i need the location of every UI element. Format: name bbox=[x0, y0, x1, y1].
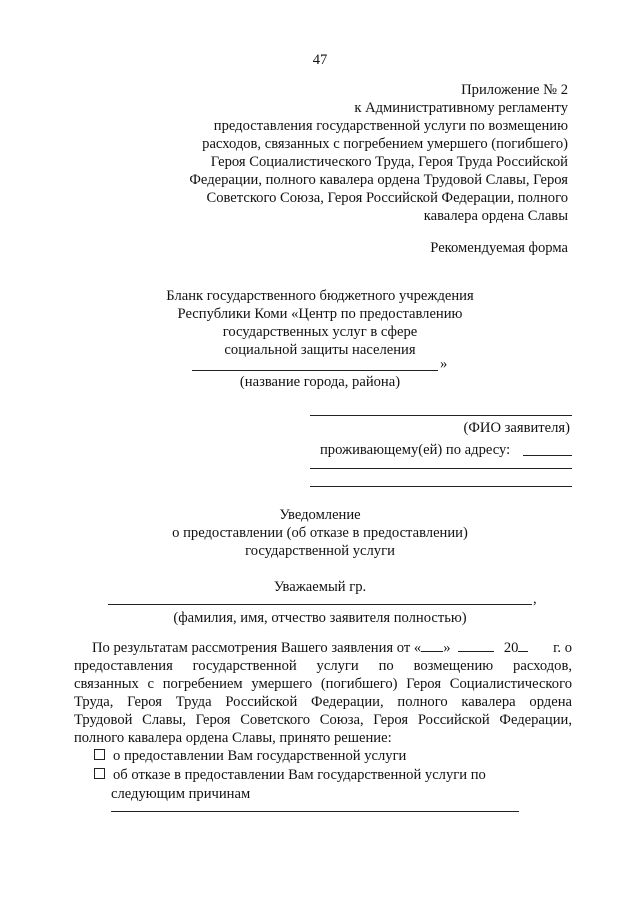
page-number: 47 bbox=[312, 52, 328, 68]
notice-subtitle: государственной услуги bbox=[245, 543, 395, 559]
greeting-comma: , bbox=[533, 591, 537, 607]
appendix-line: Героя Социалистического Труда, Героя Труда Российской bbox=[210, 154, 568, 170]
body-line: Труда, Героя Труда Российской Федерации, полного кавалера ордена bbox=[74, 694, 572, 710]
applicant-name-line bbox=[108, 604, 532, 605]
body-line: Трудовой Славы, Героя Советского Союза, Героя Российской Федерации, bbox=[74, 712, 572, 728]
address-blank-line bbox=[310, 468, 572, 469]
address-label: проживающему(ей) по адресу: bbox=[320, 442, 511, 458]
city-blank-line bbox=[192, 370, 438, 371]
body-line: полного кавалера ордена Славы, принято решение: bbox=[74, 730, 392, 746]
appendix-line: Советского Союза, Героя Российской Федерации, полного bbox=[206, 190, 568, 206]
year-blank bbox=[518, 639, 528, 652]
checkbox-refuse[interactable] bbox=[94, 768, 105, 779]
day-blank bbox=[421, 639, 443, 652]
appendix-title: Приложение № 2 bbox=[461, 82, 568, 98]
address-blank-line bbox=[310, 486, 572, 487]
institution-line: Республики Коми «Центр по предоставлению bbox=[177, 306, 463, 322]
address-blank-line bbox=[523, 455, 572, 456]
recommended-form-label: Рекомендуемая форма bbox=[430, 240, 568, 256]
city-caption: (название города, района) bbox=[239, 374, 401, 390]
option-grant: о предоставлении Вам государственной услуги bbox=[94, 747, 406, 765]
body-line: связанных с погребением умершего (погибшего) Героя Социалистического bbox=[74, 676, 572, 692]
institution-line: Бланк государственного бюджетного учреждения bbox=[166, 288, 474, 304]
reasons-label: следующим причинам bbox=[111, 786, 251, 802]
checkbox-grant[interactable] bbox=[94, 749, 105, 760]
body-line: предоставления государственной услуги по возмещению расходов, bbox=[74, 658, 572, 674]
fio-caption: (ФИО заявителя) bbox=[463, 420, 570, 436]
month-blank bbox=[458, 639, 494, 652]
appendix-line: кавалера ордена Славы bbox=[423, 208, 568, 224]
greeting-text: Уважаемый гр. bbox=[273, 579, 367, 595]
greeting-caption: (фамилия, имя, отчество заявителя полностью) bbox=[173, 610, 467, 626]
reasons-blank-line bbox=[111, 811, 519, 812]
fio-blank-line bbox=[310, 415, 572, 416]
appendix-line: к Административному регламенту bbox=[354, 100, 568, 116]
body-line-1: По результатам рассмотрения Вашего заявления от « » 20 г. о bbox=[92, 640, 572, 656]
notice-subtitle: о предоставлении (об отказе в предоставлении) bbox=[172, 525, 468, 541]
institution-line: государственных услуг в сфере bbox=[222, 324, 418, 340]
appendix-line: расходов, связанных с погребением умершего (погибшего) bbox=[202, 136, 568, 152]
institution-line: социальной защиты населения bbox=[224, 342, 416, 358]
appendix-line: Федерации, полного кавалера ордена Трудовой Славы, Героя bbox=[189, 172, 568, 188]
option-refuse: об отказе в предоставлении Вам государственной услуги по bbox=[94, 766, 486, 784]
appendix-line: предоставления государственной услуги по возмещению bbox=[213, 118, 568, 134]
notice-title: Уведомление bbox=[279, 507, 361, 523]
closing-quote: » bbox=[440, 356, 448, 372]
